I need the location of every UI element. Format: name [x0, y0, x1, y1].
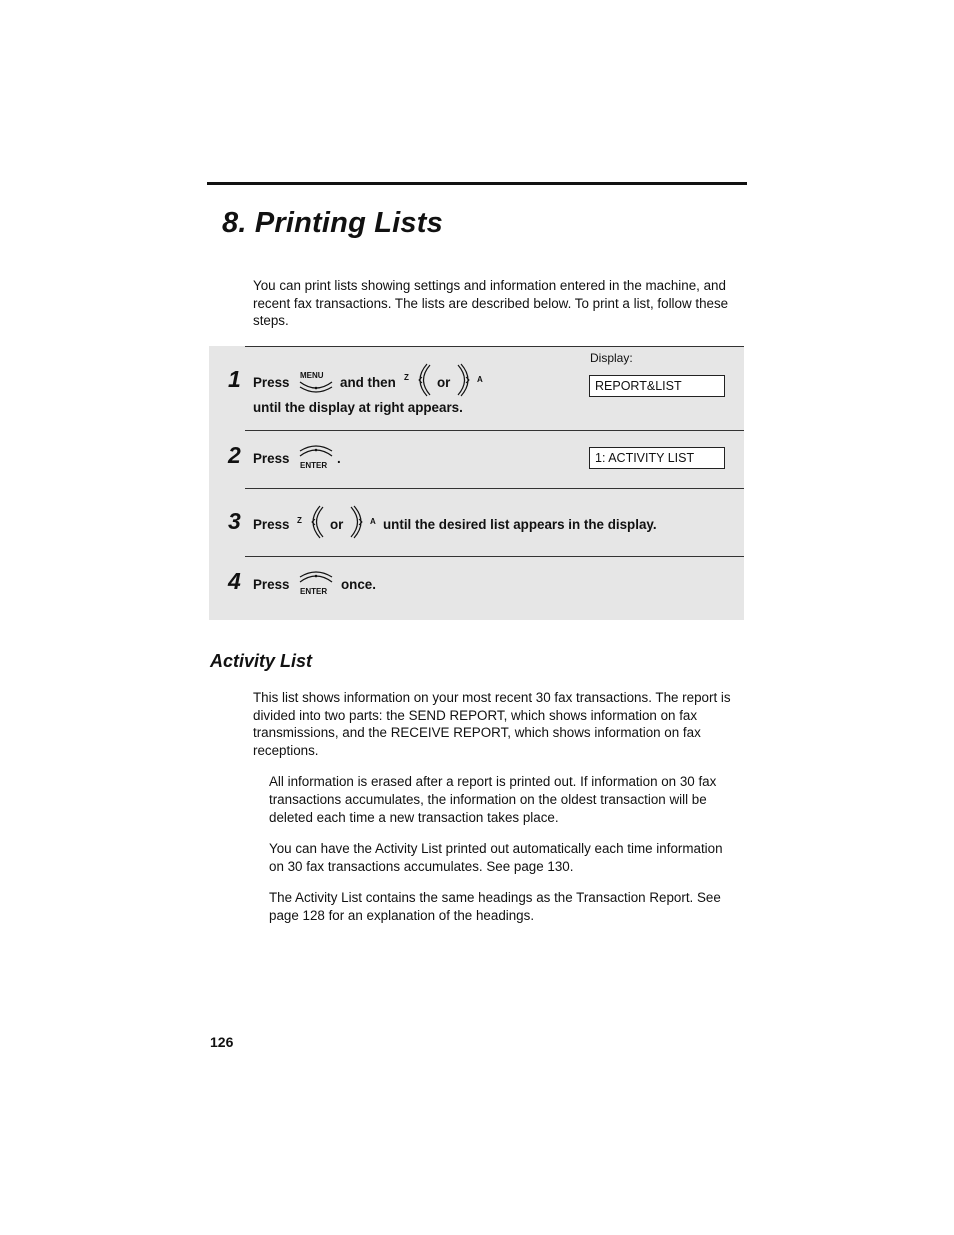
- step-4-press: Press: [253, 577, 290, 592]
- step-1-and-then: and then: [340, 375, 396, 390]
- left-key-label: Z: [297, 516, 302, 525]
- step-2-press: Press: [253, 451, 290, 466]
- right-arrow-key-icon: [457, 362, 477, 398]
- activity-list-heading: Activity List: [210, 651, 313, 671]
- step-divider: [245, 488, 744, 489]
- display-activity-list: 1: ACTIVITY LIST: [589, 447, 725, 469]
- page-number: 126: [210, 1034, 234, 1050]
- step-3-number: 3: [228, 508, 241, 534]
- left-key-label: Z: [404, 373, 409, 382]
- enter-key-label: ENTER: [300, 587, 328, 596]
- step-4-after: once.: [341, 577, 376, 592]
- right-key-label: A: [477, 375, 483, 384]
- enter-key-icon: [298, 570, 334, 584]
- step-3-after: until the desired list appears in the display.: [383, 517, 657, 532]
- activity-paragraph-1: This list shows information on your most recent 30 fax transactions. The report is divided into two parts: the SEND REPORT, which shows information on fax transmissions, and the RECEIVE REPORT, which shows information on fax receptions.: [253, 690, 731, 758]
- step-1-press: Press: [253, 375, 290, 390]
- right-arrow-key-icon: [350, 504, 370, 540]
- step-1-or: or: [437, 375, 451, 390]
- step-divider: [245, 430, 744, 431]
- menu-key-label: MENU: [300, 371, 324, 380]
- step-3-press: Press: [253, 517, 290, 532]
- step-2-number: 2: [228, 442, 241, 468]
- step-divider: [245, 346, 744, 347]
- enter-key-label: ENTER: [300, 461, 328, 470]
- display-report-list: REPORT&LIST: [589, 375, 725, 397]
- intro-paragraph: You can print lists showing settings and information entered in the machine, and recent fax transactions. The lists are described below. To print a list, follow these steps.: [253, 278, 729, 328]
- menu-key-icon: [298, 380, 334, 394]
- left-arrow-key-icon: [411, 362, 431, 398]
- top-rule: [207, 182, 747, 185]
- step-2-after: .: [337, 451, 341, 466]
- chapter-title: 8. Printing Lists: [222, 207, 443, 239]
- activity-paragraph-3: You can have the Activity List printed out automatically each time information on 30 fax transactions accumulates. See page 130.: [269, 841, 723, 874]
- activity-paragraph-4: The Activity List contains the same headings as the Transaction Report. See page 128 for an explanation of the headings.: [269, 890, 721, 923]
- display-label: Display:: [590, 351, 633, 365]
- step-divider: [245, 556, 744, 557]
- enter-key-icon: [298, 444, 334, 458]
- step-1-line2: until the display at right appears.: [253, 400, 463, 415]
- step-3-or: or: [330, 517, 344, 532]
- right-key-label: A: [370, 517, 376, 526]
- left-arrow-key-icon: [304, 504, 324, 540]
- activity-paragraph-2: All information is erased after a report is printed out. If information on 30 fax transactions accumulates, the information on the oldest transaction will be deleted each time a new transaction takes place.: [269, 774, 717, 825]
- step-4-number: 4: [228, 568, 241, 594]
- step-1-number: 1: [228, 366, 241, 392]
